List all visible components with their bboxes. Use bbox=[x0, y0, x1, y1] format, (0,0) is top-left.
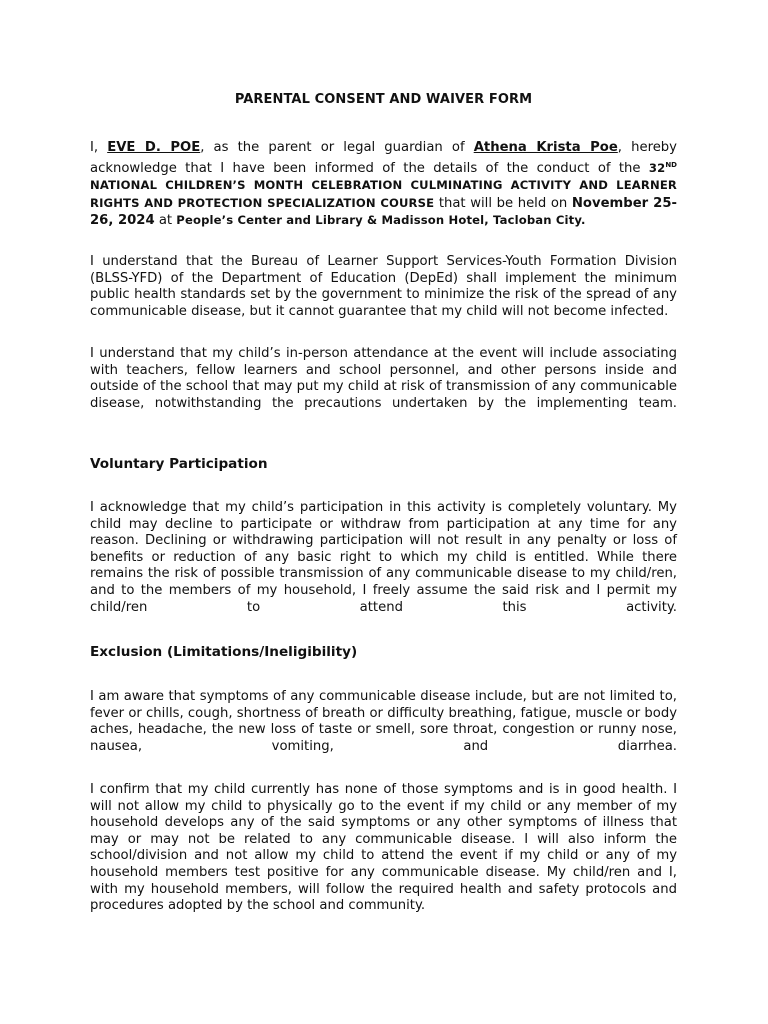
voluntary-participation-heading: Voluntary Participation bbox=[90, 456, 268, 472]
ordinal-number: 32 bbox=[648, 160, 666, 175]
ordinal-suffix: ND bbox=[665, 160, 677, 169]
event-date: November 25-26, 2024 bbox=[90, 195, 677, 229]
confirm-paragraph: I confirm that my child currently has none of those symptoms and is in good health. I will not allow my child to physically go to the event if my child or any member of my household develops any of the said symptoms or any other symptoms of illness that may or may not be related to any communicable disease. I will also inform the school/division and not allow my child to attend the event if my child or any of my household members test positive for any communicable disease. My child/ren and I, with my household members, will follow the required health and safety protocols and procedures adopted by the school and community. bbox=[90, 782, 677, 914]
intro-paragraph bbox=[90, 140, 677, 230]
attendance-paragraph: I understand that my child’s in-person attendance at the event will include associating with teachers, fellow learners and school personnel, and other persons inside and outside of the school that may put my child at risk of transmission of any communicable disease, notwithstanding the precautions undertaken by the implementing team. bbox=[90, 346, 677, 411]
intro-text-5: at bbox=[154, 213, 177, 229]
exclusion-heading: Exclusion (Limitations/Ineligibility) bbox=[90, 644, 358, 660]
intro-text-1: I, bbox=[90, 140, 108, 155]
intro-text-4: that will be held on bbox=[434, 195, 572, 211]
event-venue: People’s Center and Library & Madisson Hotel, Tacloban City. bbox=[176, 213, 586, 228]
intro-text-2: , as the parent or legal guardian of bbox=[200, 140, 474, 155]
parent-name: EVE D. POE bbox=[107, 140, 201, 155]
blss-paragraph: I understand that the Bureau of Learner Support Services-Youth Formation Division (BLSS-YFD) of the Department of Education (DepEd) shall implement the minimum public health standards set by the government to minimize the risk of the spread of any communicable disease, but it cannot guarantee that my child will not become infected. bbox=[90, 254, 677, 319]
child-name: Athena Krista Poe bbox=[473, 140, 618, 155]
voluntary-paragraph: I acknowledge that my child’s participation in this activity is completely voluntary. My child may decline to participate or withdraw from participation at any time for any reason. Declining or withdrawing participation will not result in any penalty or loss of benefits or reduction of any basic right to which my child is entitled. While there remains the risk of possible transmission of any communicable disease to my child/ren, and to the members of my household, I freely assume the said risk and I permit my child/ren to attend this activity. bbox=[90, 500, 677, 615]
symptoms-paragraph: I am aware that symptoms of any communicable disease include, but are not limited to, fever or chills, cough, shortness of breath or difficulty breathing, fatigue, muscle or body aches, headache, the new loss of taste or smell, sore throat, congestion or runny nose, nausea, vomiting, and diarrhea. bbox=[90, 689, 677, 754]
document-title: PARENTAL CONSENT AND WAIVER FORM bbox=[234, 92, 533, 107]
intro-text-3: , hereby acknowledge that I have been informed of the details of the conduct of the bbox=[90, 140, 677, 176]
event-name: NATIONAL CHILDREN’S MONTH CELEBRATION CULMINATING ACTIVITY AND LEARNER RIGHTS AND PROTECTION SPECIALIZATION COURSE bbox=[90, 178, 677, 210]
